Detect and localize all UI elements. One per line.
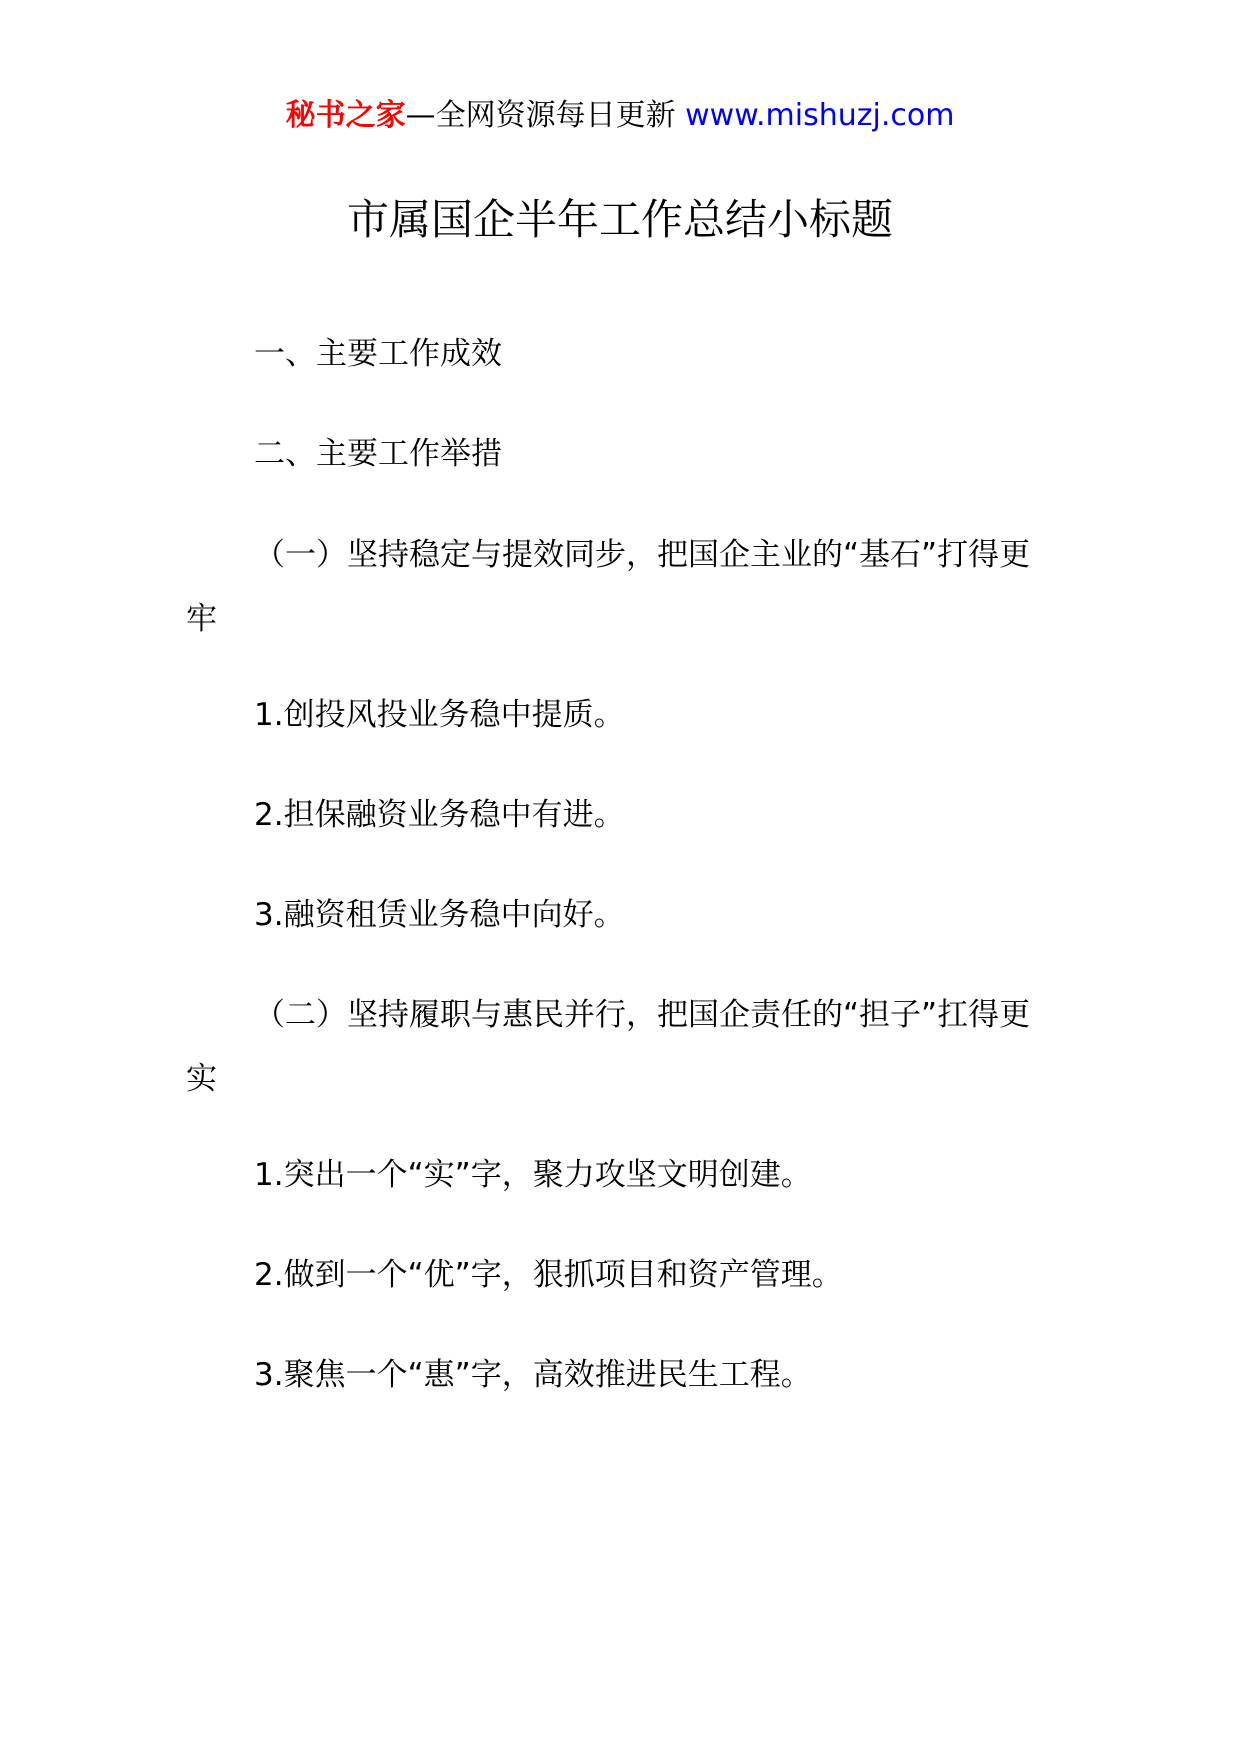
- list-item: 2.担保融资业务稳中有进。: [254, 797, 625, 833]
- site-header: [0, 96, 1240, 136]
- list-item: 3.聚焦一个“惠”字，高效推进民生工程。: [254, 1357, 812, 1393]
- section-heading: 一、主要工作成效: [254, 336, 502, 372]
- subsection-heading: （二）坚持履职与惠民并行，把国企责任的“担子”扛得更实: [186, 997, 1031, 1097]
- section-heading: 二、主要工作举措: [254, 436, 502, 472]
- subsection-heading: （一）坚持稳定与提效同步，把国企主业的“基石”打得更牢: [186, 537, 1031, 637]
- brand-name: 秘书之家: [285, 98, 406, 133]
- list-item: 2.做到一个“优”字，狠抓项目和资产管理。: [254, 1257, 843, 1293]
- list-item: 1.突出一个“实”字，聚力攻坚文明创建。: [254, 1157, 812, 1193]
- site-url-link[interactable]: www.mishuzj.com: [685, 98, 955, 133]
- list-item: 1.创投风投业务稳中提质。: [254, 697, 625, 733]
- header-tagline: —全网资源每日更新: [405, 98, 686, 133]
- document-title: 市属国企半年工作总结小标题: [346, 195, 893, 244]
- list-item: 3.融资租赁业务稳中向好。: [254, 897, 625, 933]
